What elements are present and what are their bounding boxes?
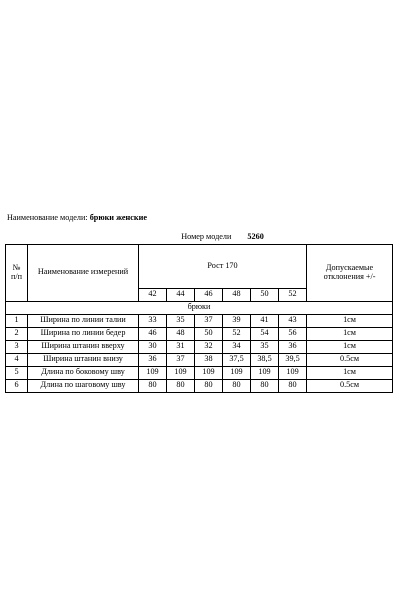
row-value: 48 [167, 327, 195, 340]
tolerance-label-1: Допускаемые [325, 263, 374, 273]
row-value: 36 [279, 340, 307, 353]
row-tolerance: 1см [307, 314, 393, 327]
table-row [6, 366, 393, 379]
row-value: 56 [279, 327, 307, 340]
row-value: 50 [195, 327, 223, 340]
row-number: 6 [6, 379, 28, 392]
row-value: 80 [167, 379, 195, 392]
row-value: 35 [167, 314, 195, 327]
row-value: 80 [139, 379, 167, 392]
size-header: 48 [223, 288, 251, 301]
row-number: 2 [6, 327, 28, 340]
row-value: 35 [251, 340, 279, 353]
model-number-label: Номер модели [181, 232, 232, 242]
col-number-header [6, 244, 28, 301]
model-number-value: 5260 [247, 232, 264, 242]
row-number: 4 [6, 353, 28, 366]
row-value: 80 [195, 379, 223, 392]
row-value: 34 [223, 340, 251, 353]
row-tolerance: 0.5см [307, 379, 393, 392]
section-row [6, 301, 393, 314]
row-tolerance: 1см [307, 366, 393, 379]
col-number-top: № [12, 263, 21, 273]
row-value: 39 [223, 314, 251, 327]
size-header: 46 [195, 288, 223, 301]
model-title-label: Наименование модели: [7, 213, 88, 222]
size-header: 44 [167, 288, 195, 301]
row-value: 38,5 [251, 353, 279, 366]
col-name-header: Наименование измерений [28, 244, 139, 301]
row-value: 109 [279, 366, 307, 379]
size-header: 42 [139, 288, 167, 301]
model-number-row [6, 231, 393, 244]
row-value: 109 [251, 366, 279, 379]
tolerance-label-2: отклонения +/- [323, 271, 376, 281]
row-value: 54 [251, 327, 279, 340]
row-value: 32 [195, 340, 223, 353]
row-number: 3 [6, 340, 28, 353]
row-tolerance: 1см [307, 327, 393, 340]
size-header: 50 [251, 288, 279, 301]
table-row [6, 327, 393, 340]
row-number: 5 [6, 366, 28, 379]
row-value: 37,5 [223, 353, 251, 366]
row-value: 33 [139, 314, 167, 327]
row-value: 109 [195, 366, 223, 379]
row-value: 38 [195, 353, 223, 366]
row-tolerance: 1см [307, 340, 393, 353]
table-row [6, 353, 393, 366]
header-row [6, 244, 393, 288]
measurements-table-body [6, 231, 393, 392]
row-value: 41 [251, 314, 279, 327]
row-value: 31 [167, 340, 195, 353]
row-measurement-name: Ширина штанин вверху [28, 340, 139, 353]
row-value: 36 [139, 353, 167, 366]
row-number: 1 [6, 314, 28, 327]
model-title [7, 213, 147, 222]
row-measurement-name: Длина по шаговому шву [28, 379, 139, 392]
row-measurement-name: Ширина штанин внизу [28, 353, 139, 366]
row-value: 30 [139, 340, 167, 353]
row-measurement-name: Длина по боковому шву [28, 366, 139, 379]
model-number-cell [139, 231, 307, 244]
row-value: 109 [223, 366, 251, 379]
table-row [6, 379, 393, 392]
row-value: 46 [139, 327, 167, 340]
row-value: 52 [223, 327, 251, 340]
model-title-value: брюки женские [89, 213, 147, 222]
height-header: Рост 170 [139, 244, 307, 288]
row-value: 37 [167, 353, 195, 366]
row-value: 109 [167, 366, 195, 379]
table-row [6, 314, 393, 327]
col-number-bottom: п/п [10, 271, 23, 281]
row-value: 80 [251, 379, 279, 392]
row-value: 37 [195, 314, 223, 327]
row-value: 80 [223, 379, 251, 392]
row-measurement-name: Ширина по линии талии [28, 314, 139, 327]
row-value: 43 [279, 314, 307, 327]
row-value: 80 [279, 379, 307, 392]
table-row [6, 340, 393, 353]
size-header: 52 [279, 288, 307, 301]
section-title: брюки [6, 301, 393, 314]
measurements-table [5, 231, 393, 393]
tolerance-header [307, 244, 393, 301]
row-value: 39,5 [279, 353, 307, 366]
row-tolerance: 0.5см [307, 353, 393, 366]
row-measurement-name: Ширина по линии бедер [28, 327, 139, 340]
row-value: 109 [139, 366, 167, 379]
